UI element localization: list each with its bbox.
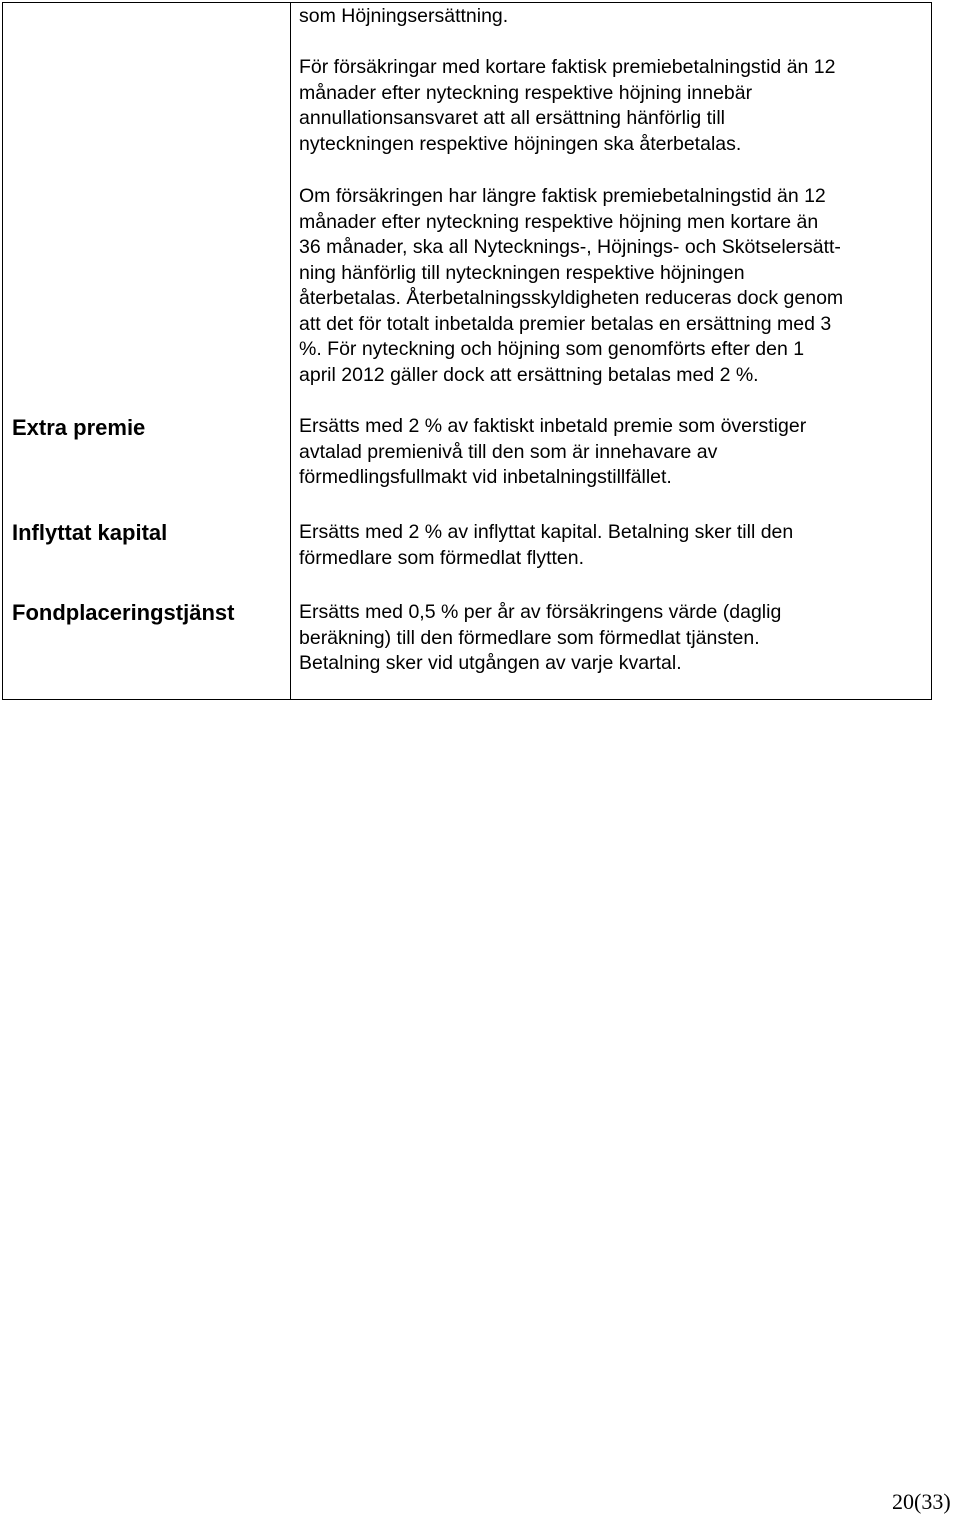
page-number: 20(33) xyxy=(892,1489,951,1514)
text-line: 36 månader, ska all Nytecknings-, Höjnings- och Skötselersätt- xyxy=(299,236,841,258)
text-line: annullationsansvaret att all ersättning hänförlig till xyxy=(299,107,726,129)
text-line: som Höjningsersättning. xyxy=(299,5,509,27)
text-line: %. För nyteckning och höjning som genomförts efter den 1 xyxy=(299,338,805,360)
text-line: Ersätts med 0,5 % per år av försäkringens värde (daglig xyxy=(299,601,782,623)
row-label-inflyttat-kapital: Inflyttat kapital xyxy=(12,520,168,545)
text-line: Ersätts med 2 % av faktiskt inbetald premie som överstiger xyxy=(299,415,807,437)
text-line: månader efter nyteckning respektive höjning men kortare än xyxy=(299,210,819,233)
row-text-extra-premie xyxy=(299,414,929,491)
text-line: förmedlingsfullmakt vid inbetalningstillfället. xyxy=(299,466,672,488)
row-text-inflyttat-kapital xyxy=(299,520,929,571)
text-line: nyteckningen respektive höjningen ska återbetalas. xyxy=(299,132,742,155)
text-line: att det för totalt inbetalda premier betalas en ersättning med 3 xyxy=(299,312,832,335)
text-line: beräkning) till den förmedlare som förmedlat tjänsten. xyxy=(299,626,760,649)
top-paragraph xyxy=(299,4,929,30)
paragraph-short-payment-period xyxy=(299,55,929,157)
text-line: För försäkringar med kortare faktisk premiebetalningstid än 12 xyxy=(299,56,836,78)
text-line: månader efter nyteckning respektive höjning innebär xyxy=(299,81,753,104)
text-line: avtalad premienivå till den som är innehavare av xyxy=(299,440,718,463)
text-line: förmedlare som förmedlat flytten. xyxy=(299,546,585,569)
paragraph-long-payment-period xyxy=(299,184,929,388)
row-text-fondplaceringstjanst xyxy=(299,600,929,677)
column-divider xyxy=(290,3,291,699)
row-label-fondplaceringstjanst: Fondplaceringstjänst xyxy=(12,600,235,625)
text-line: Ersätts med 2 % av inflyttat kapital. Betalning sker till den xyxy=(299,521,794,543)
text-line: Om försäkringen har längre faktisk premiebetalningstid än 12 xyxy=(299,185,826,207)
text-line: Betalning sker vid utgången av varje kvartal. xyxy=(299,652,682,674)
text-line: april 2012 gäller dock att ersättning betalas med 2 %. xyxy=(299,363,759,386)
text-line: återbetalas. Återbetalningsskyldigheten reduceras dock genom xyxy=(299,287,844,309)
text-line: ning hänförlig till nyteckningen respektive höjningen xyxy=(299,261,745,284)
row-label-extra-premie: Extra premie xyxy=(12,415,146,440)
